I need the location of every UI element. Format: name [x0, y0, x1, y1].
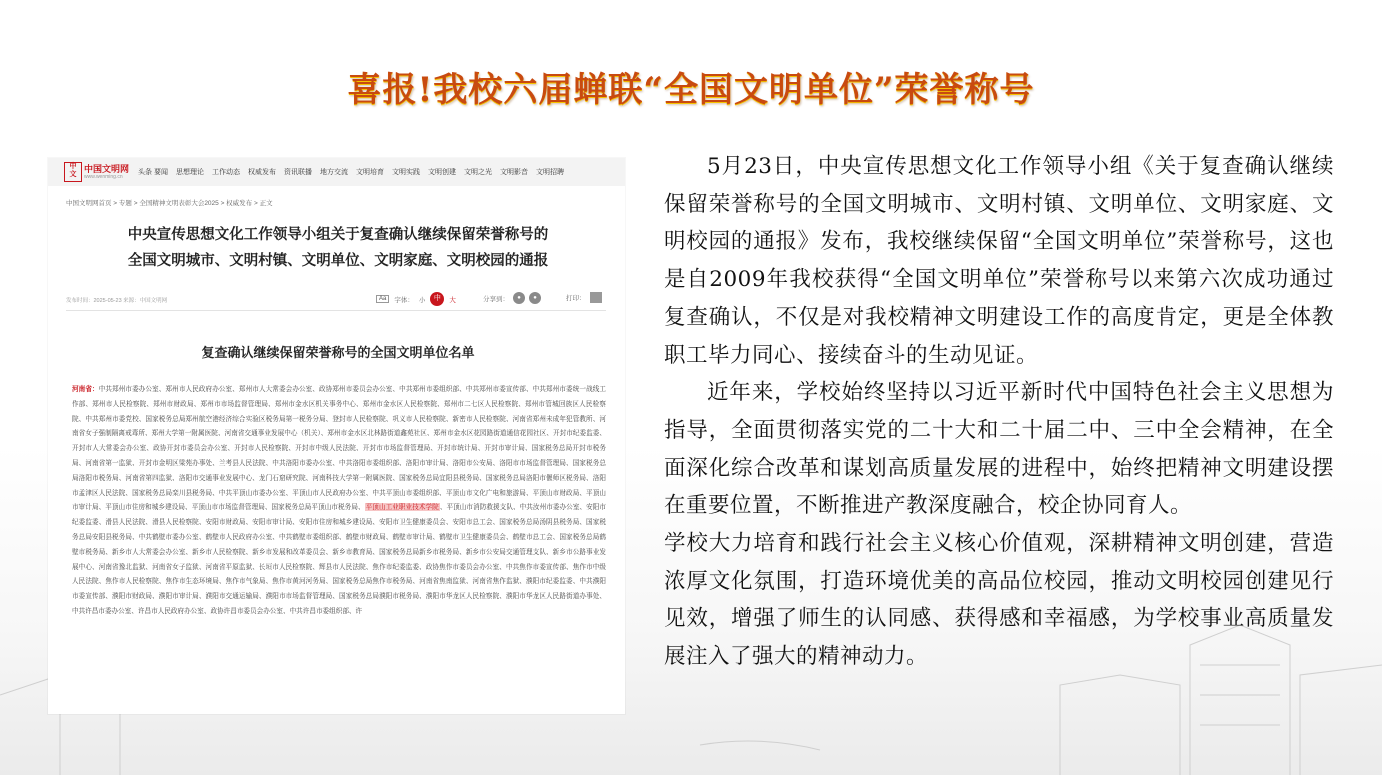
nav-item[interactable]: 头条 要闻: [138, 169, 168, 176]
nav-item[interactable]: 权威发布: [247, 169, 276, 176]
nav-item[interactable]: 思想理论: [175, 169, 204, 176]
list-body: [72, 382, 606, 619]
font-small-button[interactable]: 小: [418, 296, 426, 304]
print-control: [566, 292, 602, 303]
wechat-icon[interactable]: ●: [513, 292, 525, 304]
logo-name: 中国文明网: [84, 164, 130, 174]
province-label: 河南省：: [72, 385, 99, 393]
list-text-part2: 、平顶山市消防救援支队、中共汝州市委办公室、安阳市纪委监委、滑县人民法院、滑县人民检察院、安阳市财政局、安阳市审计局、安阳市住房和城乡建设局、安阳市卫生健康委员会、安阳市总工会、国家税务总局汤阴县税务局、国家税务总局安阳县税务局、中共鹤壁市委办公室、鹤壁市人民政府办公室、中共鹤壁市委组织部、鹤壁市财政局、鹤壁市审计局、鹤壁市卫生健康委员会、鹤壁市总工会、国家税务总局鹤壁市税务局、新乡市人大常委会办公室、新乡市人民检察院、新乡市发展和改革委员会、新乡市教育局、国家税务总局新乡市税务局、新乡市公安局交通管理支队、新乡市公路事业发展中心、河南省豫北监狱、河南省女子监狱、河南省平原监狱、长垣市人民检察院、辉县市人民法院、焦作市纪委监委、政协焦作市委员会办公室、中共焦作市委宣传部、焦作市中级人民法院、焦作市人民检察院、焦作市生态环境局、焦作市气象局、焦作市黄河河务局、国家税务总局焦作市税务局、河南省焦南监狱、河南省焦作监狱、濮阳市纪委监委、中共濮阳市委宣传部、濮阳市财政局、濮阳市审计局、濮阳市交通运输局、濮阳市市场监督管理局、国家税务总局濮阳市税务局、濮阳市华龙区人民检察院、濮阳市华龙区人民路街道办事处、中共许昌市委办公室、许昌市人民政府办公室、政协许昌市委员会办公室、中共许昌市委组织部、许: [72, 503, 607, 615]
slide-title: 喜报!我校六届蝉联“全国文明单位”荣誉称号: [347, 70, 1035, 110]
nav-item[interactable]: 地方交流: [319, 169, 348, 176]
paragraph-3: 学校大力培育和践行社会主义核心价值观，深耕精神文明创建，营造浓厚文化氛围，打造环境优美的高品位校园，推动文明校园创建见行见效，增强了师生的认同感、获得感和幸福感，为学校事业高质量发展注入了强大的精神动力。: [664, 531, 1334, 670]
breadcrumb[interactable]: 中国文明网首页 > 专题 > 全国精神文明表彰大会2025 > 权威发布 > 正文: [66, 200, 273, 207]
article-title-line1: 中央宣传思想文化工作领导小组关于复查确认继续保留荣誉称号的: [127, 227, 549, 243]
printer-icon[interactable]: [590, 292, 602, 303]
list-title: 复查确认继续保留荣誉称号的全国文明单位名单: [201, 346, 475, 361]
divider: [66, 310, 606, 311]
paragraph-2: 近年来，学校始终坚持以习近平新时代中国特色社会主义思想为指导，全面贯彻落实党的二十大和二十届二中、三中全会精神，在全面深化综合改革和谋划高质量发展的进程中，始终把精神文明建设摆在重要位置，不断推进产教深度融合，校企协同育人。: [664, 380, 1334, 519]
nav-item[interactable]: 文明招聘: [535, 169, 564, 176]
logo-url: www.wenming.cn: [84, 174, 123, 180]
paragraph-1: 5月23日，中央宣传思想文化工作领导小组《关于复查确认继续保留荣誉称号的全国文明城市、文明村镇、文明单位、文明家庭、文明校园的通报》发布，我校继续保留“全国文明单位”荣誉称号，这也是自2009年我校获得“全国文明单位”荣誉称号以来第六次成功通过复查确认，不仅是对我校精神文明建设工作的高度肯定，更是全体教职工毕力同心、接续奋斗的生动见证。: [664, 154, 1334, 368]
nav-item[interactable]: 文明影音: [499, 169, 528, 176]
nav-item[interactable]: 资讯联播: [283, 169, 312, 176]
nav-item[interactable]: 文明创建: [427, 169, 456, 176]
share-label: 分享到：: [483, 295, 509, 303]
logo-mark-icon: 中 文: [64, 162, 82, 182]
font-aa-icon: Aa: [376, 295, 389, 303]
nav-item[interactable]: 工作动态: [211, 169, 240, 176]
article-title-line2: 全国文明城市、文明村镇、文明单位、文明家庭、文明校园的通报: [127, 253, 549, 269]
weibo-icon[interactable]: ●: [529, 292, 541, 304]
font-mid-button[interactable]: 中: [430, 292, 444, 306]
article-meta: 发布时间：2025-05-23 来源：中国文明网: [66, 298, 168, 304]
site-top-nav: [48, 158, 625, 186]
list-text-part1: 中共郑州市委办公室、郑州市人民政府办公室、郑州市人大常委会办公室、政协郑州市委员会办公室、中共郑州市委组织部、中共郑州市委宣传部、中共郑州市委统一战线工作部、郑州市人民检察院、郑州市财政局、郑州市市场监督管理局、郑州市金水区机关事务中心、郑州市金水区人民检察院、郑州市二七区人民检察院、郑州市管城回族区人民检察院、中共郑州市委党校、国家税务总局郑州航空港经济综合实验区税务局第一税务分局、登封市人民检察院、巩义市人民检察院、新密市人民检察院、河南省郑州未成年犯管教所、河南省女子强制隔离戒毒所、郑州大学第一附属医院、河南省交通事业发展中心（机关）、郑州市金水区北林路街道鑫苑社区、郑州市金水区花园路街道通信花园社区、开封市纪委监委、开封市人大常委会办公室、政协开封市委员会办公室、开封市人民检察院、开封市中级人民法院、开封市市场监督管理局、开封市统计局、开封市审计局、国家税务总局开封市税务局、河南省第一监狱、开封市金明区梁苑办事处、兰考县人民法院、中共洛阳市委办公室、中共洛阳市委组织部、洛阳市审计局、洛阳市公安局、洛阳市市场监督管理局、国家税务总局洛阳市税务局、河南省第四监狱、洛阳市交通事业发展中心、龙门石窟研究院、河南科技大学第一附属医院、国家税务总局宜阳县税务局、国家税务总局洛阳市偃师区税务局、洛阳市孟津区人民法院、国家税务总局栾川县税务局、中共平顶山市委办公室、平顶山市人民政府办公室、中共平顶山市委组织部、平顶山市文化广电和旅游局、平顶山市财政局、平顶山市审计局、平顶山市住房和城乡建设局、平顶山市市场监督管理局、国家税务总局平顶山市税务局、: [72, 385, 607, 512]
font-size-control: [376, 292, 456, 306]
print-label: 打印：: [566, 295, 586, 302]
font-large-button[interactable]: 大: [449, 296, 456, 304]
nav-item[interactable]: 文明实践: [391, 169, 420, 176]
share-control: [483, 292, 541, 304]
site-logo[interactable]: [64, 162, 136, 184]
nav-item[interactable]: 文明培育: [355, 169, 384, 176]
site-nav-list: [138, 167, 564, 177]
highlighted-unit: 平顶山工业职业技术学院: [365, 503, 439, 512]
font-label: 字体：: [394, 296, 414, 304]
nav-item[interactable]: 文明之光: [463, 169, 492, 176]
article-title: [88, 222, 588, 274]
article-screenshot: [48, 158, 625, 714]
news-body: [664, 148, 1334, 676]
